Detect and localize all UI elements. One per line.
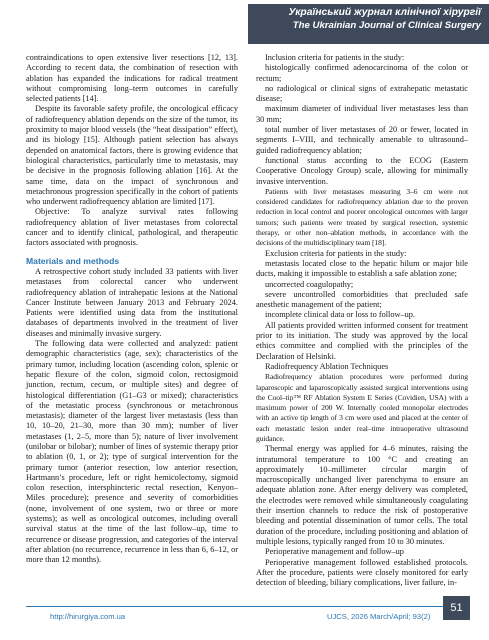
page-number: 51 [443, 596, 470, 620]
journal-title-english: The Ukrainian Journal of Clinical Surgery [292, 20, 481, 31]
paragraph: Despite its favorable safety profile, the oncological efficacy of radiofrequency ablation depends on the size of the tumor, its proximity to major blood vessels (the “heat dissipation” effect), and its biology [15]. Although patient selection has always depended on anatomical factors, there is growing evidence that biological characteristics, particularly time to metastasis, may be decisive in the prognosis following ablation [16]. At the same time, data on the impact of synchronous and metachronous progression specifically in the cohort of patients who underwent radiofrequency ablation are limited [17]. [26, 104, 238, 207]
paragraph: A retrospective cohort study included 33 patients with liver metastases from colorectal cancer who underwent radiofrequency ablation of intrahepatic lesions at the National Cancer Institute between January 2013 and February 2024. Patients were identified using data from the institutional databases of departments involved in the treatment of liver diseases and minimally invasive surgery. [26, 266, 238, 338]
right-text-column [256, 53, 468, 588]
subsection-heading: Perioperative management and follow–up [265, 547, 404, 557]
subsection-heading: Radiofrequency Ablation Techniques [265, 361, 389, 371]
paragraph: no radiological or clinical signs of extrahepatic metastatic disease; [256, 83, 468, 104]
paragraph: histologically confirmed adenocarcinoma of the colon or rectum; [256, 63, 468, 83]
paragraph: contraindications to open extensive liver resections [12, 13]. According to recent data, the combination of resection with ablation has expanded the indications for radical treatment without compromising long–term outcomes in carefully selected patients [14]. [26, 53, 238, 104]
journal-header-banner [248, 4, 489, 44]
left-text-column [26, 53, 238, 566]
paragraph: Radiofrequency ablation procedures were performed during laparoscopic and laparoscopically assisted surgical interventions using the Cool–tip™ RF Ablation System E Series (Covidien, USA) with a maximum power of 200 W. Internally cooled monopolar electrodes with an active tip length of 3 cm were used and placed at the center of each metastatic lesion under real–time intraoperative ultrasound guidance. [256, 372, 468, 443]
journal-title-ukrainian: Український журнал клінічної хірургії [288, 7, 481, 18]
paragraph: Objective: To analyze survival rates following radiofrequency ablation of liver metastases from colorectal cancer and to identify clinical, pathological, and therapeutic factors associated with prognosis. [26, 207, 238, 248]
paragraph: incomplete clinical data or loss to follow–up. [265, 310, 416, 320]
section-heading-materials-methods: Materials and methods [26, 255, 120, 266]
paragraph: severe uncontrolled comorbidities that precluded safe anesthetic management of the patient; [256, 289, 468, 310]
paragraph: Patients with liver metastases measuring 3–6 cm were not considered candidates for radiofrequency ablation due to the proven reduction in local control and poorer oncological outcomes with larger tumors; such patients were treated by surgical resection, systemic therapy, or other non–ablation methods, in accordance with the decisions of the multidisciplinary team [18]. [256, 186, 468, 248]
paragraph: metastasis located close to the hepatic hilum or major bile ducts, making it impossible to establish a safe ablation zone; [256, 258, 468, 279]
paragraph: The following data were collected and analyzed: patient demographic characteristics (age, sex); characteristics of the primary tumor, including location (ascending colon, splenic or hepatic flexure of the colon, sigmoid colon, rectosigmoid junction, rectum, cecum, or multiple sites) and degree of histological differentiation (G1–G3 or mixed); characteristics of the metastatic process (synchronous or metachronous metastasis); diameter of the largest liver metastasis (less than 10, 10–20, 21–30, more than 30 mm); number of liver metastases (1, 2–5, more than 5); nature of liver involvement (unilobar or bilobar); number of lines of systemic therapy prior to ablation (0, 1, or 2); type of surgical intervention for the primary tumor (anterior resection, low anterior resection, Hartmann’s procedure, left or right hemicolectomy, sigmoid colon resection, intersphincteric rectal resection, Kenyon–Miles procedure); presence and severity of comorbidities (none, involvement of one system, two or three or more systems); as well as oncological outcomes, including overall survival status at the time of the last follow–up, time to recurrence or disease progression, and categories of the interval after ablation (no recurrence, recurrence in less than 6, 6–12, or more than 12 months). [26, 339, 238, 565]
paragraph: Perioperative management followed established protocols. After the procedure, patients were closely monitored for early detection of bleeding, biliary complications, liver failure, in- [256, 557, 468, 588]
paragraph: All patients provided written informed consent for treatment prior to its initiation. The study was approved by the local ethics committee and complied with the principles of the Declaration of Helsinki. [256, 320, 468, 361]
paragraph: Inclusion criteria for patients in the study: [265, 53, 405, 62]
paragraph: Thermal energy was applied for 4–6 minutes, raising the intratumoral temperature to 100 °C and creating an approximately 10–millimeter circular margin of macroscopically unchanged liver parenchyma to ensure an adequate ablation zone. After energy delivery was completed, the electrodes were removed while simultaneously coagulating their insertion channels to reduce the risk of postoperative bleeding and potential dissemination of tumor cells. The total duration of the procedure, including positioning and ablation of multiple lesions, typically ranged from 10 to 30 minutes. [256, 444, 468, 546]
paragraph: uncorrected coagulopathy; [265, 279, 354, 289]
paragraph: functional status according to the ECOG (Eastern Cooperative Oncology Group) scale, allowing for minimally invasive intervention. [256, 155, 468, 186]
paragraph: total number of liver metastases of 20 or fewer, located in segments I–VIII, and technically amenable to ultrasound–guided radiofrequency ablation; [256, 125, 468, 155]
footer-website-link[interactable]: http://hirurgiya.com.ua [50, 612, 126, 621]
footer-divider [26, 606, 470, 607]
footer-citation: UJCS, 2026 March/April; 93(2) [327, 612, 431, 621]
paragraph: Exclusion criteria for patients in the study: [265, 248, 407, 258]
paragraph: maximum diameter of individual liver metastases less than 30 mm; [256, 104, 468, 124]
